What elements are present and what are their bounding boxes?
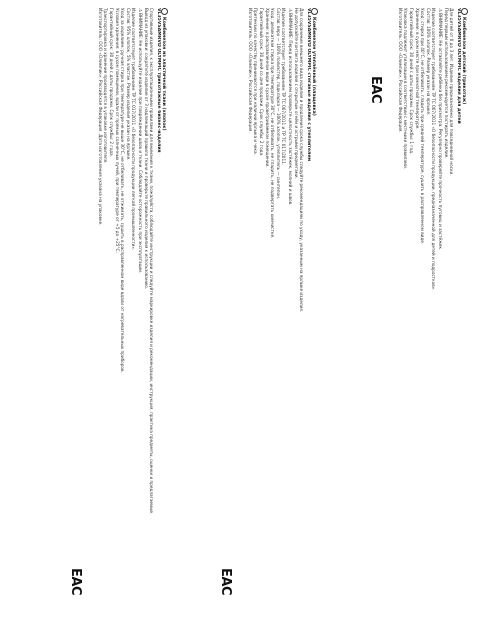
column-3-body — [398, 8, 454, 608]
paragraph: Состав: 95% хлопок, 5% эластан. Размер изделия указан на ярлыке. — [125, 8, 131, 161]
paragraph: Транспортировка и хранение производятся в упаковке изготовителя. — [103, 8, 109, 164]
paragraph: Гарантийный срок: 30 дней с даты продажи. Срок службы: 1 год. — [409, 8, 415, 155]
column-3-subtitle: VL35VSAMRVD OLYMPIC изделия для детей — [455, 8, 461, 124]
column-1-title: Комбинезон из эластичной ткани (хлопок) — [161, 17, 166, 131]
paragraph: Гарантийный срок: 30 дней с даты продажи. Срок службы: 2 года. — [109, 8, 115, 157]
paragraph: Спортивные изделия, к эксплуатационными правилами для внимания к ткани, пожалуйста, соблюдайте инструкции и следуйте маркировке изделия и рекомендации, инструкция, практика предметы, оценки и предлагаемые. — [149, 8, 155, 515]
paragraph: Изготовитель: ООО «Олимпик», Российская Федерация. — [397, 8, 403, 133]
paragraph: Хранение: в сухом месте при комнатной температуре. — [414, 8, 420, 130]
column-3 — [320, 8, 468, 613]
eac-mark-3: EAC — [367, 76, 383, 103]
column-2-title: Комбинезон утеплённый (плащевка) — [311, 17, 316, 116]
paragraph: Не допускайте контакта изделия с открытым огнём и острыми предметами. — [293, 8, 299, 179]
warning-paragraph: ⚠ ВНИМАНИЕ: Перед использованием проверьте целостность застёжек, молний и швов. — [287, 8, 293, 608]
eac-mark-2: EAC — [217, 568, 233, 595]
column-2-subtitle: VL35VSAMRVD OLYMPIC стеганые изделия с утеплителем — [305, 8, 311, 162]
paragraph: Изготовитель: ООО «Олимпик», Российская Федерация. Дата изготовления указана на упаковке. — [97, 8, 103, 226]
column-1-header — [161, 8, 168, 608]
column-1-body — [98, 8, 154, 608]
paragraph: Уход: стирка при 40°С, не отбеливать, гладить при средней температуре, сушить в расправленном виде. — [420, 8, 426, 245]
warning-paragraph: ⚠ ВНИМАНИЕ: Не оставляйте ребёнка без присмотра. Регулярно проверяйте прочность пуговиц и застёжек. — [437, 8, 443, 608]
column-2-content — [170, 8, 318, 608]
column-2 — [170, 8, 318, 613]
column-1-subtitle: VL35VSAMRVD OLYMPIC трикотажные бизнес-изделия — [155, 8, 161, 153]
info-icon — [311, 8, 318, 15]
paragraph: Вывод из упаковки: сократите изделие от 3 надлежащий правило ткани и проверьте правильного изделия к использованию. — [143, 8, 149, 290]
info-icon — [161, 8, 168, 15]
warning-paragraph: ⚠ ВНИМАНИЕ: Не используйте изделие при повреждении швов и ткани. Соблюдайте осторожность при эксплуатации. — [137, 8, 143, 608]
paragraph: Уход за изделием: ручная стирка при температуре не выше 30°С, не отбеливать, не отжимать, сушить в расправленном виде вдали от нагревательных приборов. — [120, 8, 126, 373]
paragraph: Условия хранения: в сухом помещении, вдали от прямых солнечных лучей, при температуре от +5 до +25°С. — [114, 8, 120, 253]
paragraph: Изделие соответствует требованиям ТР ТС 007/2011 и ТР ТС 017/2011. — [281, 8, 287, 166]
paragraph: Для детей от 0 до 3 лет. Изделие предназначено для повседневной носки. — [449, 8, 455, 176]
column-3-title: Комбинезон детский (трикотаж) — [461, 17, 466, 105]
column-1 — [20, 8, 168, 613]
paragraph: Изделие соответствует требованиям ТР ТС 007/2011 «О безопасности продукции, предназначенной для детей и подростков». — [431, 8, 437, 291]
eac-mark-1: EAC — [67, 568, 83, 595]
paragraph: Перед первым использованием рекомендуется постирать изделие. — [443, 8, 449, 159]
column-2-header — [311, 8, 318, 608]
paragraph: Упаковка подлежит утилизации в соответствии с местными правилами. — [403, 8, 409, 170]
paragraph: Изготовитель: ООО «Олимпик», Российская Федерация. — [247, 8, 253, 133]
paragraph: Изделие соответствует требованиям ТР ТС 017/2011 «О безопасности продукции легкой промышленности». — [131, 8, 137, 251]
column-3-content — [320, 8, 468, 608]
paragraph: Гарантийный срок: 30 дней со дня продажи. Срок службы: 2 года. — [259, 8, 265, 157]
column-3-header — [461, 8, 468, 608]
paragraph: Состав: верх — 100% полиэстер, подкладка — 100% хлопок, утеплитель — синтепон. — [275, 8, 281, 200]
paragraph: Претензии по качеству принимаются при наличии ярлыка и чека. — [253, 8, 259, 155]
paragraph: Состав: 100% хлопок. Размер указан на ярлыке. — [425, 8, 431, 116]
paragraph: Для сохранения внешнего вида изделия и продления срока службы следуйте рекомендациям по уходу, указанным на ярлыке изделия. — [299, 8, 305, 313]
info-icon — [461, 8, 468, 15]
paragraph: Уход: деликатная стирка при температуре 30°С, не отбеливать, не гладить, не подвергать химчистке. — [270, 8, 276, 239]
column-2-body — [248, 8, 304, 608]
column-1-content — [20, 8, 168, 608]
paragraph: Хранение: в расправленном виде в сухом проветриваемом помещении. — [264, 8, 270, 168]
